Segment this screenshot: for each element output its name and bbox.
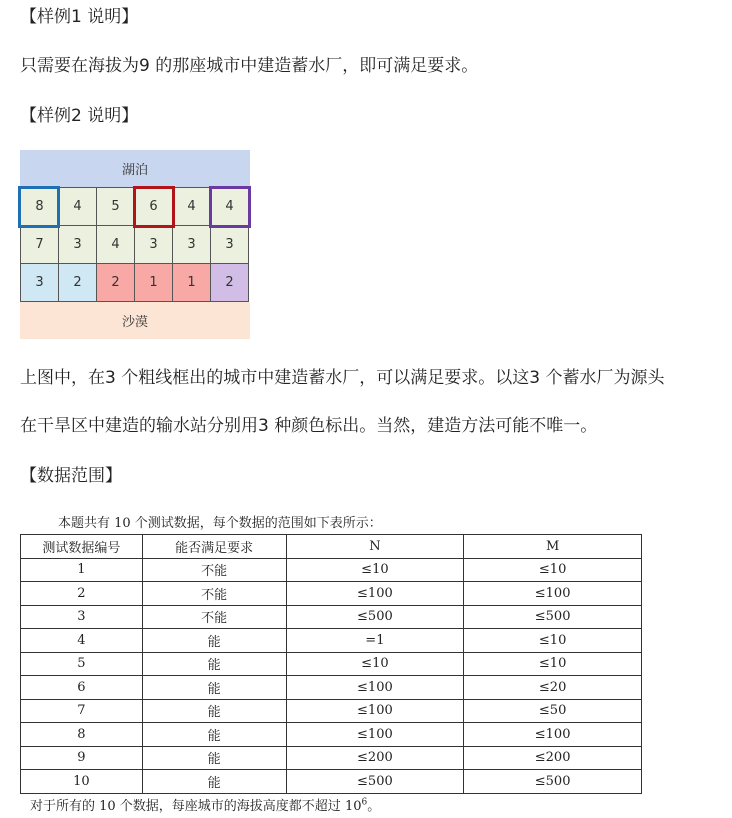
grid-cell: 6 bbox=[135, 188, 173, 226]
table-cell: 能 bbox=[142, 699, 286, 723]
sample1-text: 只需要在海拔为9 的那座城市中建造蓄水厂，即可满足要求。 bbox=[20, 56, 479, 76]
table-cell: 10 bbox=[21, 770, 143, 794]
grid-cell: 2 bbox=[211, 264, 249, 302]
table-cell: ≤100 bbox=[464, 723, 642, 747]
table-cell: 1 bbox=[21, 558, 143, 582]
table-row bbox=[21, 770, 642, 794]
table-row bbox=[21, 723, 642, 747]
column-header: 测试数据编号 bbox=[21, 535, 143, 559]
table-row bbox=[21, 558, 642, 582]
table-cell: 3 bbox=[21, 605, 143, 629]
table-header-row bbox=[21, 535, 642, 559]
sample2-text-line2: 在干旱区中建造的输水站分别用3 种颜色标出。当然，建造方法可能不唯一。 bbox=[20, 416, 598, 436]
table-cell: ≤10 bbox=[464, 558, 642, 582]
grid-cell: 3 bbox=[173, 226, 211, 264]
table-cell: 能 bbox=[142, 652, 286, 676]
table-cell: 2 bbox=[21, 582, 143, 606]
column-header: M bbox=[464, 535, 642, 559]
table-row bbox=[21, 629, 642, 653]
table-cell: ≤500 bbox=[286, 770, 464, 794]
table-cell: ≤10 bbox=[464, 629, 642, 653]
lake-band: 湖泊 bbox=[20, 150, 250, 188]
city-grid-figure bbox=[20, 150, 250, 339]
purple-frame-highlight bbox=[209, 186, 251, 228]
grid-cell: 4 bbox=[173, 188, 211, 226]
table-cell: ≤100 bbox=[286, 582, 464, 606]
blue-frame-highlight bbox=[18, 186, 60, 228]
grid-cell: 3 bbox=[135, 226, 173, 264]
table-cell: ≤200 bbox=[464, 746, 642, 770]
footnote-text: 对于所有的 10 个数据，每座城市的海拔高度都不超过 10 bbox=[30, 799, 362, 814]
table-cell: =1 bbox=[286, 629, 464, 653]
table-cell: 能 bbox=[142, 629, 286, 653]
table-cell: ≤200 bbox=[286, 746, 464, 770]
sample2-text-line1: 上图中，在3 个粗线框出的城市中建造蓄水厂，可以满足要求。以这3 个蓄水厂为源头 bbox=[20, 368, 665, 388]
data-range-heading: 【数据范围】 bbox=[20, 466, 122, 486]
grid-cell: 3 bbox=[211, 226, 249, 264]
table-cell: 能 bbox=[142, 746, 286, 770]
grid-cell: 1 bbox=[135, 264, 173, 302]
table-cell: ≤10 bbox=[464, 652, 642, 676]
column-header: 能否满足要求 bbox=[142, 535, 286, 559]
grid-cell: 3 bbox=[21, 264, 59, 302]
sample1-heading: 【样例1 说明】 bbox=[20, 7, 139, 27]
table-cell: ≤100 bbox=[464, 582, 642, 606]
table-cell: 7 bbox=[21, 699, 143, 723]
table-row bbox=[21, 746, 642, 770]
grid-cell: 2 bbox=[59, 264, 97, 302]
table-cell: ≤20 bbox=[464, 676, 642, 700]
grid-cell: 8 bbox=[21, 188, 59, 226]
table-cell: ≤10 bbox=[286, 652, 464, 676]
table-cell: 不能 bbox=[142, 558, 286, 582]
data-range-table bbox=[20, 534, 642, 794]
grid-cell: 7 bbox=[21, 226, 59, 264]
grid-cell: 4 bbox=[59, 188, 97, 226]
table-row bbox=[21, 582, 642, 606]
red-frame-highlight bbox=[133, 186, 175, 228]
table-cell: ≤100 bbox=[286, 699, 464, 723]
column-header: N bbox=[286, 535, 464, 559]
grid-cell: 4 bbox=[97, 226, 135, 264]
table-cell: 能 bbox=[142, 723, 286, 747]
table-cell: 5 bbox=[21, 652, 143, 676]
table-row bbox=[21, 652, 642, 676]
grid-cell: 4 bbox=[211, 188, 249, 226]
table-row bbox=[21, 676, 642, 700]
table-cell: ≤10 bbox=[286, 558, 464, 582]
grid-cell: 2 bbox=[97, 264, 135, 302]
table-cell: 不能 bbox=[142, 582, 286, 606]
table-cell: 能 bbox=[142, 676, 286, 700]
table-caption: 本题共有 10 个测试数据，每个数据的范围如下表所示： bbox=[58, 516, 382, 531]
desert-band: 沙漠 bbox=[20, 302, 250, 339]
table-cell: 能 bbox=[142, 770, 286, 794]
table-cell: 9 bbox=[21, 746, 143, 770]
table-cell: 6 bbox=[21, 676, 143, 700]
sample2-heading: 【样例2 说明】 bbox=[20, 106, 139, 126]
table-row bbox=[21, 699, 642, 723]
table-cell: ≤500 bbox=[286, 605, 464, 629]
footnote-exponent: 6 bbox=[361, 797, 368, 808]
table-cell: ≤500 bbox=[464, 605, 642, 629]
table-cell: 8 bbox=[21, 723, 143, 747]
table-cell: ≤500 bbox=[464, 770, 642, 794]
grid-cell: 1 bbox=[173, 264, 211, 302]
table-footnote bbox=[30, 795, 380, 814]
table-cell: ≤100 bbox=[286, 676, 464, 700]
table-cell: 不能 bbox=[142, 605, 286, 629]
table-cell: ≤100 bbox=[286, 723, 464, 747]
grid-cell: 3 bbox=[59, 226, 97, 264]
grid-cell: 5 bbox=[97, 188, 135, 226]
table-cell: 4 bbox=[21, 629, 143, 653]
footnote-end: 。 bbox=[367, 799, 381, 814]
table-row bbox=[21, 605, 642, 629]
table-cell: ≤50 bbox=[464, 699, 642, 723]
